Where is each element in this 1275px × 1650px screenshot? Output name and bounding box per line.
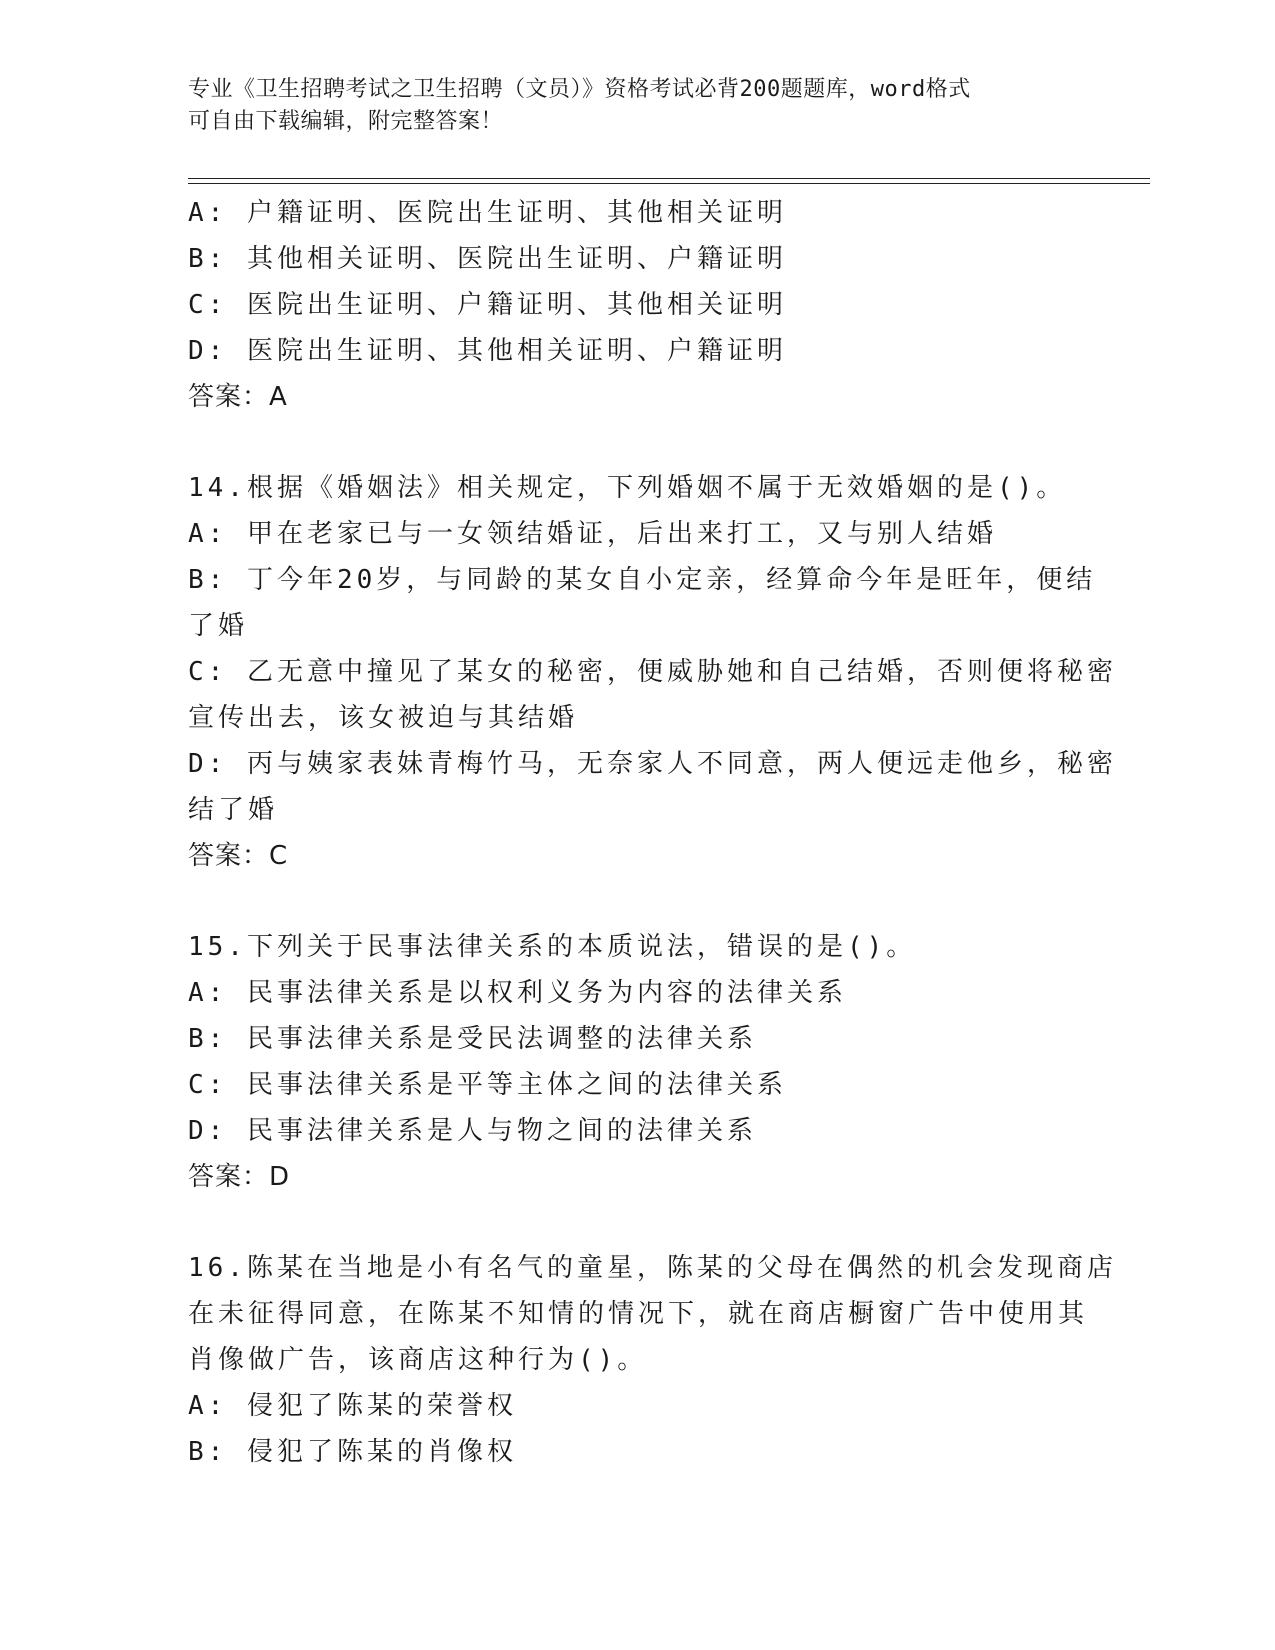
q15-question: 15.下列关于民事法律关系的本质说法，错误的是()。	[188, 932, 917, 962]
q13-option-d: D: 医院出生证明、其他相关证明、户籍证明	[188, 336, 787, 366]
question-16-block	[188, 1245, 1117, 1475]
q16-option-b: B: 侵犯了陈某的肖像权	[188, 1437, 517, 1467]
q15-option-a: A: 民事法律关系是以权利义务为内容的法律关系	[188, 978, 847, 1008]
header-divider-top	[188, 178, 1150, 179]
q14-option-c-line-1: C: 乙无意中撞见了某女的秘密，便威胁她和自己结婚，否则便将秘密	[188, 657, 1117, 687]
q14-question: 14.根据《婚姻法》相关规定，下列婚姻不属于无效婚姻的是()。	[188, 473, 1067, 503]
q16-question-line-1: 16.陈某在当地是小有名气的童星，陈某的父母在偶然的机会发现商店	[188, 1253, 1117, 1283]
header-line-2: 可自由下载编辑，附完整答案！	[188, 109, 504, 134]
question-15-block	[188, 924, 1088, 1200]
header-line-1: 专业《卫生招聘考试之卫生招聘（文员）》资格考试必背200题题库，word格式	[188, 77, 971, 102]
q16-question-line-3: 肖像做广告，该商店这种行为()。	[188, 1345, 648, 1375]
q13-option-a: A: 户籍证明、医院出生证明、其他相关证明	[188, 198, 787, 228]
q16-question-line-2: 在未征得同意，在陈某不知情的情况下，就在商店橱窗广告中使用其	[188, 1299, 1089, 1329]
q16-option-a: A: 侵犯了陈某的荣誉权	[188, 1391, 517, 1421]
q15-option-d: D: 民事法律关系是人与物之间的法律关系	[188, 1116, 757, 1146]
q14-option-b-line-1: B: 丁今年20岁，与同龄的某女自小定亲，经算命今年是旺年，便结	[188, 565, 1097, 595]
q13-answer: 答案：A	[188, 382, 288, 412]
q14-option-d-line-1: D: 丙与姨家表妹青梅竹马，无奈家人不同意，两人便远走他乡，秘密	[188, 749, 1117, 779]
document-header	[188, 74, 1068, 138]
q14-option-c-line-2: 宣传出去，该女被迫与其结婚	[188, 703, 579, 733]
question-14-block	[188, 465, 1117, 879]
q14-option-a: A: 甲在老家已与一女领结婚证，后出来打工，又与别人结婚	[188, 519, 997, 549]
q14-answer: 答案：C	[188, 841, 289, 871]
document-body	[188, 190, 1117, 1475]
q14-option-b-line-2: 了婚	[188, 611, 249, 641]
question-13-block	[188, 190, 1088, 420]
header-divider-bottom	[188, 183, 1150, 184]
q13-option-c: C: 医院出生证明、户籍证明、其他相关证明	[188, 290, 787, 320]
q15-answer: 答案：D	[188, 1162, 291, 1192]
q14-option-d-line-2: 结了婚	[188, 795, 279, 825]
q13-option-b: B: 其他相关证明、医院出生证明、户籍证明	[188, 244, 787, 274]
q15-option-b: B: 民事法律关系是受民法调整的法律关系	[188, 1024, 757, 1054]
spacer	[188, 1200, 1088, 1245]
q15-option-c: C: 民事法律关系是平等主体之间的法律关系	[188, 1070, 787, 1100]
spacer	[188, 879, 1088, 924]
spacer	[188, 420, 1088, 465]
